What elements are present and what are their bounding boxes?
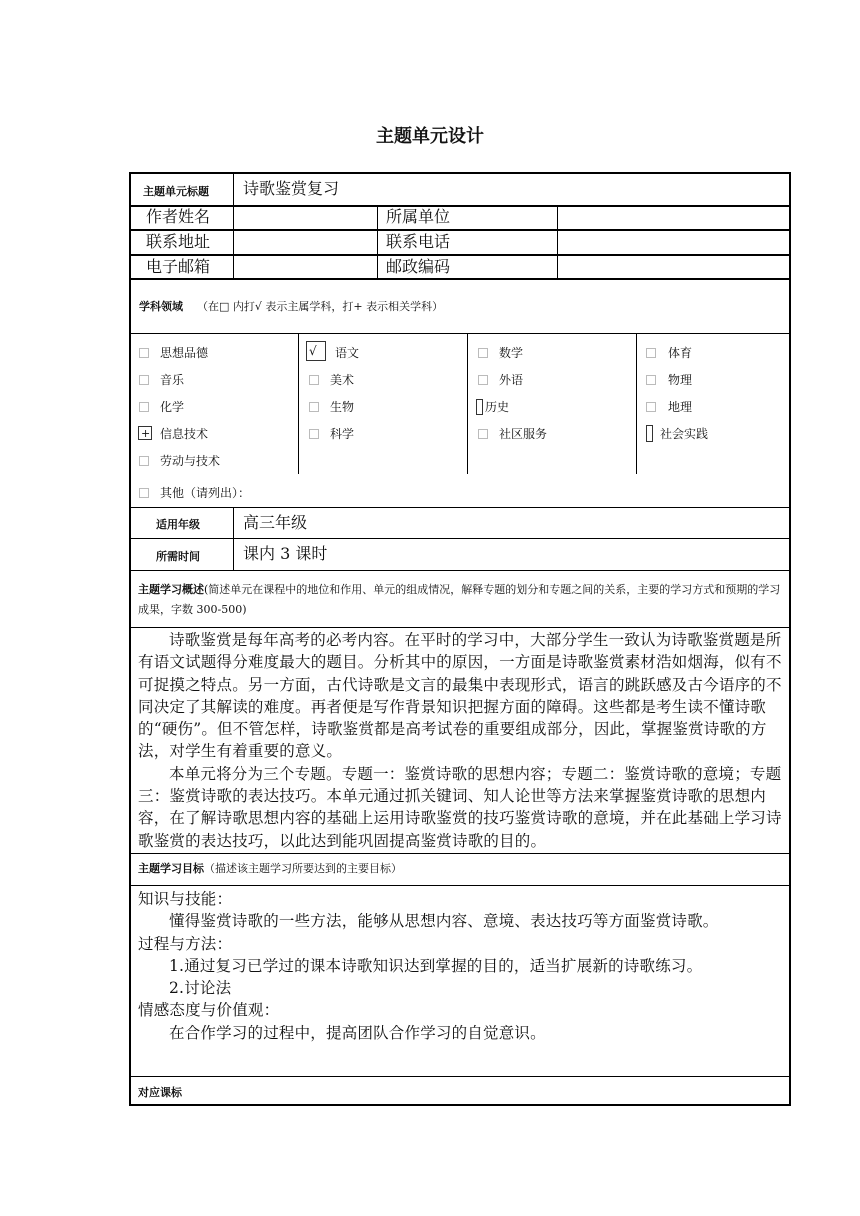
row-divider [129,205,791,207]
overview-note: (简述单元在课程中的地位和作用、单元的组成情况，解释专题的划分和专题之间的关系，主要的学习方式和预期的学习成果，字数 300-500) [138,583,781,616]
time-label: 所需时间 [156,550,200,563]
checkbox [139,456,149,466]
subject-item: 历史 [485,400,510,414]
postcode-label: 邮政编码 [386,257,451,276]
goal-text: 1.通过复习已学过的课本诗歌知识达到掌握的目的，适当扩展新的诗歌练习。 [169,956,703,975]
overview-label: 主题学习概述 [138,583,204,596]
author-label: 作者姓名 [146,207,211,226]
checkbox [139,348,149,358]
checkbox [476,399,483,415]
subject-item: 思想品德 [160,346,209,360]
col-divider [377,205,378,280]
goals-header [138,863,402,874]
col-divider [233,508,234,571]
subject-other-label: 其他（请列出）： [160,486,251,500]
grade-label: 适用年级 [156,518,200,531]
col-divider [636,334,637,474]
goal-text: 懂得鉴赏诗歌的一些方法，能够从思想内容、意境、表达技巧等方面鉴赏诗歌。 [169,912,719,931]
row-divider [129,229,791,231]
subject-item: 物理 [668,373,693,387]
goals-note: （描述该主题学习所要达到的主要目标） [204,862,402,875]
checkbox [309,402,319,412]
plus-mark: + [141,427,151,440]
subject-item: 外语 [499,373,524,387]
goal-heading: 情感态度与价值观： [138,1001,280,1020]
page-title: 主题单元设计 [376,126,484,147]
standards-label: 对应课标 [138,1086,182,1099]
subject-item: 美术 [330,373,355,387]
org-label: 所属单位 [386,207,451,226]
checkbox [478,348,488,358]
col-divider [233,172,234,280]
row-divider [129,507,791,508]
overview-body [138,629,788,852]
unit-title-value: 诗歌鉴赏复习 [243,179,340,198]
checkbox [309,429,319,439]
subject-item: 社会实践 [660,427,709,441]
checkbox [478,429,488,439]
subject-item: 语文 [335,346,360,360]
row-divider [129,570,791,571]
address-label: 联系地址 [146,232,211,251]
checkbox [646,375,656,385]
col-divider [557,205,558,280]
subject-label: 学科领域 [139,300,183,313]
row-divider [129,333,791,334]
goal-heading: 知识与技能： [138,890,233,908]
row-divider [129,538,791,539]
row-divider [129,885,791,886]
subject-item: 信息技术 [160,427,209,441]
subject-item: 生物 [330,400,355,414]
subject-item: 社区服务 [499,427,548,441]
phone-label: 联系电话 [386,232,451,251]
checkbox [139,402,149,412]
col-divider [298,334,299,474]
grade-value: 高三年级 [243,513,308,532]
subject-item: 地理 [668,400,693,414]
checkbox [139,488,149,498]
subject-item: 体育 [668,346,693,360]
checkbox [139,375,149,385]
row-divider [129,278,791,280]
goal-heading: 过程与方法： [138,934,233,953]
checkbox [646,402,656,412]
subject-item: 科学 [330,427,355,441]
subject-item: 数学 [499,346,524,360]
checkbox [478,375,488,385]
subject-item: 音乐 [160,373,185,387]
goal-text: 在合作学习的过程中，提高团队合作学习的自觉意识。 [169,1023,546,1042]
goal-text: 2.讨论法 [169,979,232,998]
checkbox [646,425,653,442]
row-divider [129,254,791,256]
row-divider [129,627,791,628]
overview-paragraph: 本单元将分为三个专题。专题一：鉴赏诗歌的思想内容；专题二：鉴赏诗歌的意境；专题三：鉴赏诗歌的表达技巧。本单元通过抓关键词、知人论世等方法来掌握鉴赏诗歌的思想内容，在了解诗歌思想内容的基础上运用诗歌鉴赏的技巧鉴赏诗歌的意境，并在此基础上学习诗歌鉴赏的表达技巧，以此达到能巩固提高鉴赏诗歌的目的。 [138,764,782,850]
overview-header [138,580,788,620]
email-label: 电子邮箱 [146,257,211,276]
unit-title-label: 主题单元标题 [143,185,209,198]
row-divider [129,853,791,854]
goals-body [138,888,788,1044]
goals-label: 主题学习目标 [138,862,204,875]
subject-note: （在□ 内打√ 表示主属学科，打+ 表示相关学科） [197,300,444,313]
overview-paragraph: 诗歌鉴赏是每年高考的必考内容。在平时的学习中，大部分学生一致认为诗歌鉴赏题是所有语文试题得分难度最大的题目。分析其中的原因，一方面是诗歌鉴赏素材浩如烟海，似有不可捉摸之特点。另一方面，古代诗歌是文言的最集中表现形式，语言的跳跃感及古今语序的不同决定了其解读的难度。再者便是写作背景知识把握方面的障碍。这些都是考生读不懂诗歌的“硬伤”。但不管怎样，诗歌鉴赏都是高考试卷的重要组成部分，因此，掌握鉴赏诗歌的方法，对学生有着重要的意义。 [138,631,782,761]
check-mark: √ [309,344,317,358]
checkbox [646,348,656,358]
subject-item: 化学 [160,400,185,414]
time-value: 课内 3 课时 [243,544,328,563]
row-divider [129,1076,791,1077]
checkbox [309,375,319,385]
subject-item: 劳动与技术 [160,454,221,468]
col-divider [467,334,468,474]
